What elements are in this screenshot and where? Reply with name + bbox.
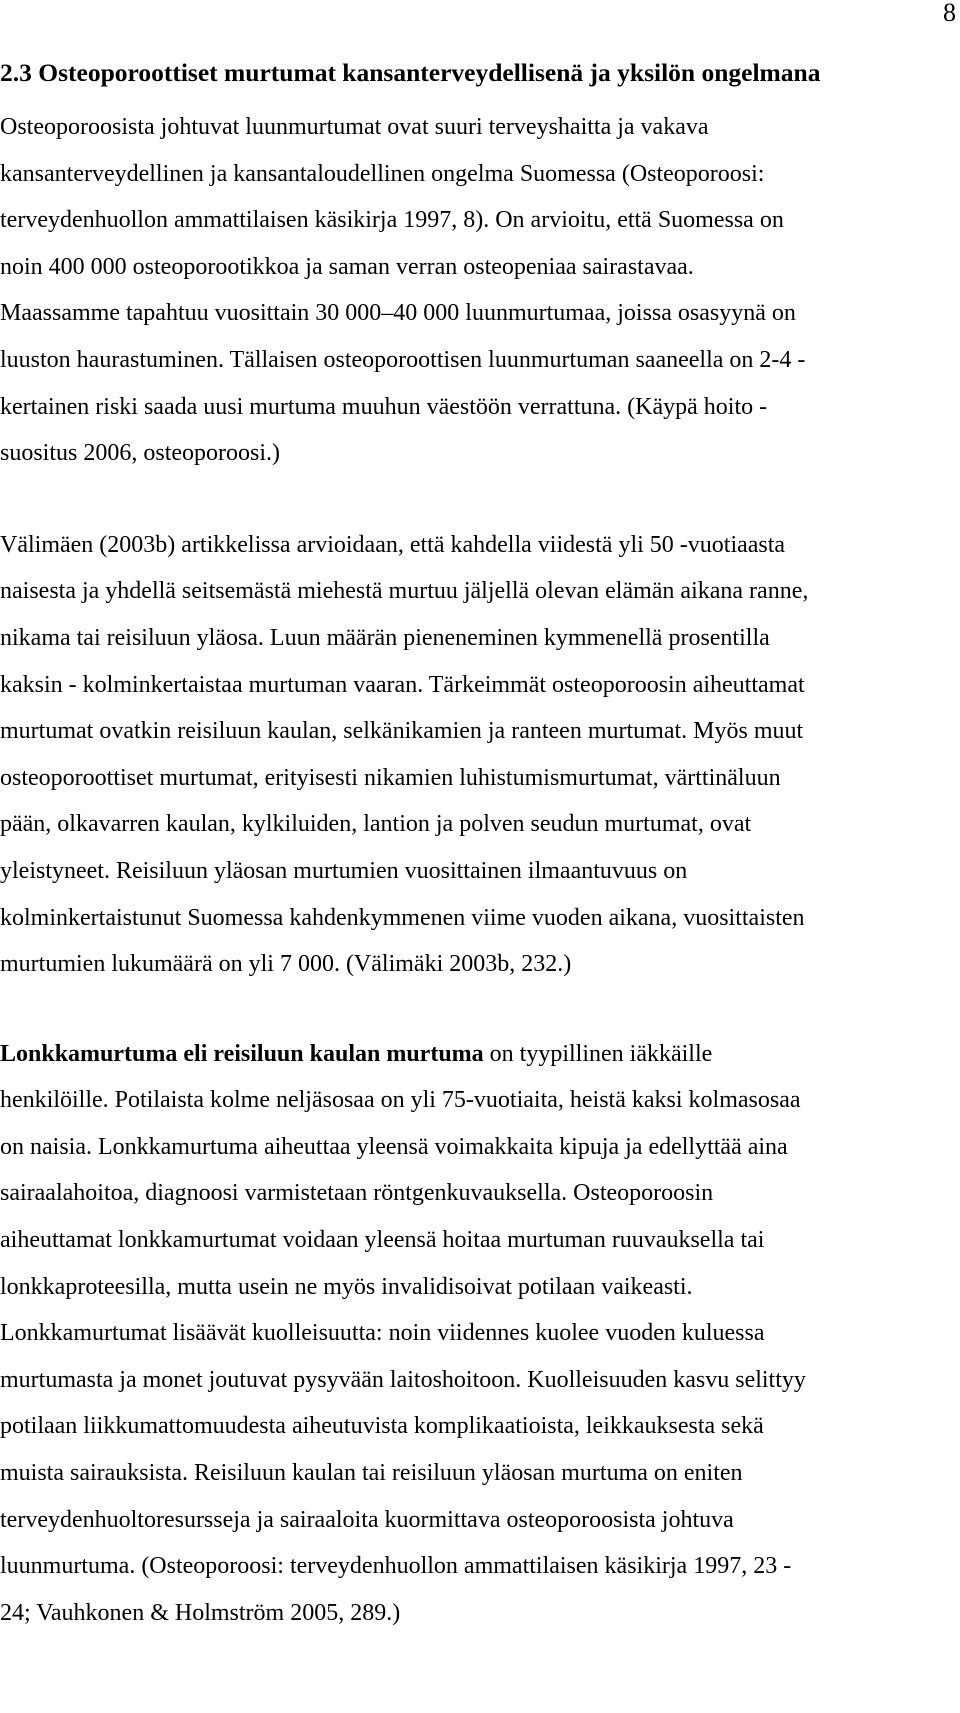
text-line: murtumien lukumäärä on yli 7 000. (Välimäki 2003b, 232.) — [0, 951, 572, 978]
text-line: potilaan liikkumattomuudesta aiheutuvista komplikaatioista, leikkauksesta sekä — [0, 1413, 764, 1440]
text-line: kansanterveydellinen ja kansantaloudellinen ongelma Suomessa (Osteoporoosi: — [0, 160, 765, 187]
text-line: murtumasta ja monet joutuvat pysyvään laitoshoitoon. Kuolleisuuden kasvu selittyy — [0, 1366, 806, 1393]
text-line: muista sairauksista. Reisiluun kaulan tai reisiluun yläosan murtuma on eniten — [0, 1460, 743, 1487]
text-line: Lonkkamurtumat lisäävät kuolleisuutta: noin viidennes kuolee vuoden kuluessa — [0, 1320, 765, 1347]
text-line: osteoporoottiset murtumat, erityisesti nikamien luhistumismurtumat, värttinäluun — [0, 764, 781, 791]
text-line: Maassamme tapahtuu vuosittain 30 000–40 000 luunmurtumaa, joissa osasyynä on — [0, 300, 796, 327]
text-line: kertainen riski saada uusi murtuma muuhun väestöön verrattuna. (Käypä hoito - — [0, 393, 768, 420]
text-line: kaksin - kolminkertaistaa murtuman vaaran. Tärkeimmät osteoporoosin aiheuttamat — [0, 671, 805, 698]
text-line: aiheuttamat lonkkamurtumat voidaan yleensä hoitaa murtuman ruuvauksella tai — [0, 1227, 765, 1254]
text-line: nikama tai reisiluun yläosa. Luun määrän pieneneminen kymmenellä prosentilla — [0, 624, 770, 651]
text-line: naisesta ja yhdellä seitsemästä miehestä murtuu jäljellä olevan elämän aikana ranne, — [0, 578, 809, 605]
text-line: murtumat ovatkin reisiluun kaulan, selkänikamien ja ranteen murtumat. Myös muut — [0, 718, 804, 745]
bold-term: Lonkkamurtuma eli reisiluun kaulan murtuma — [0, 1040, 484, 1067]
paragraph-spacer — [0, 988, 950, 1031]
text-line: Osteoporoosista johtuvat luunmurtumat ovat suuri terveyshaitta ja vakava — [0, 114, 709, 140]
text-line: 24; Vauhkonen & Holmström 2005, 289.) — [0, 1599, 401, 1626]
text-line: luunmurtuma. (Osteoporoosi: terveydenhuollon ammattilaisen käsikirja 1997, 23 - — [0, 1553, 792, 1580]
text-line: on naisia. Lonkkamurtuma aiheuttaa yleensä voimakkaita kipuja ja edellyttää aina — [0, 1133, 788, 1160]
text-line: sairaalahoitoa, diagnoosi varmistetaan röntgenkuvauksella. Osteoporoosin — [0, 1180, 714, 1207]
text-line: suositus 2006, osteoporoosi.) — [0, 440, 281, 467]
text-line: kolminkertaistunut Suomessa kahdenkymmenen viime vuoden aikana, vuosittaisten — [0, 904, 805, 931]
paragraph-spacer — [0, 477, 950, 522]
text-line: yleistyneet. Reisiluun yläosan murtumien vuosittainen ilmaantuvuus on — [0, 857, 688, 884]
text-line: terveydenhuollon ammattilaisen käsikirja 1997, 8). On arvioitu, että Suomessa on — [0, 207, 784, 234]
text-line: Välimäen (2003b) artikkelissa arvioidaan, että kahdella viidestä yli 50 -vuotiaasta — [0, 531, 786, 558]
paragraph-2 — [0, 522, 950, 988]
text-run: on tyypillinen iäkkäille — [483, 1040, 713, 1067]
section-heading: 2.3 Osteoporoottiset murtumat kansanterveydellisenä ja yksilön ongelmana — [0, 58, 821, 87]
paragraph-1 — [0, 104, 950, 477]
text-line: pään, olkavarren kaulan, kylkiluiden, lantion ja polven seudun murtumat, ovat — [0, 811, 752, 838]
page-number: 8 — [943, 0, 956, 27]
text-line: noin 400 000 osteoporootikkoa ja saman verran osteopeniaa sairastavaa. — [0, 253, 694, 280]
text-line: lonkkaproteesilla, mutta usein ne myös invalidisoivat potilaan vaikeasti. — [0, 1273, 693, 1300]
text-line: luuston haurastuminen. Tällaisen osteoporoottisen luunmurtuman saaneella on 2-4 - — [0, 346, 806, 373]
text-line — [0, 1031, 950, 1078]
document-body — [0, 56, 950, 1636]
text-line: terveydenhuoltoresursseja ja sairaaloita kuormittava osteoporoosista johtuva — [0, 1506, 734, 1533]
paragraph-3 — [0, 1031, 950, 1637]
text-line: henkilöille. Potilaista kolme neljäsosaa on yli 75-vuotiaita, heistä kaksi kolmasosaa — [0, 1087, 801, 1114]
